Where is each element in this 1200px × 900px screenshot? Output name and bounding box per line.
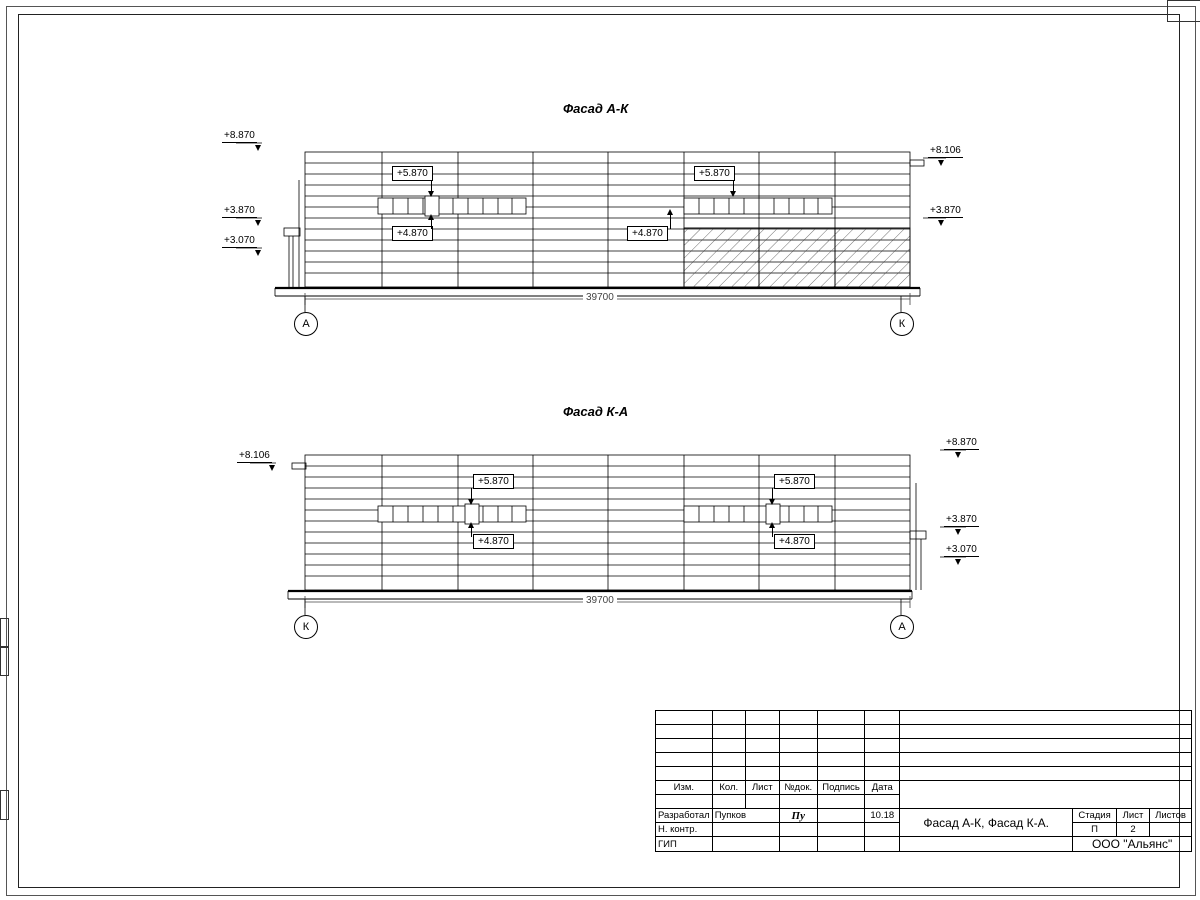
elevation-2-title: Фасад К-А: [563, 404, 629, 419]
title-block-header-row: [656, 781, 1192, 795]
name-razrabotal: Пупков: [712, 809, 779, 823]
company-name: ООО "Альянс": [1073, 837, 1192, 852]
mark-arrow-e1-c: [730, 191, 736, 197]
mark-arrow-e1-b: [428, 214, 434, 220]
mark-arrow-e2-a: [468, 499, 474, 505]
th-stadia: Стадия: [1073, 809, 1117, 823]
axis-bubble-e2-right: А: [890, 615, 914, 639]
axis-bubble-e2-left: К: [294, 615, 318, 639]
th-podpis: Подпись: [817, 781, 864, 795]
title-block-empty-row: [656, 711, 1192, 725]
title-block-empty-row: [656, 739, 1192, 753]
level-arrow-e2-right-3: [955, 559, 961, 565]
mark-e1-c: +5.870: [694, 166, 735, 181]
th-ndok: №док.: [779, 781, 817, 795]
th-kol: Кол.: [712, 781, 745, 795]
overall-dim-e1: 39700: [583, 292, 617, 303]
level-mark-e1-left-3: +3.070: [224, 235, 255, 246]
th-list-sheet: Лист: [1116, 809, 1149, 823]
role-razrabotal: Разработал: [656, 809, 713, 823]
mark-leader-e1-b: [431, 219, 432, 229]
mark-e2-d: +4.870: [774, 534, 815, 549]
mark-arrow-e2-d: [769, 522, 775, 528]
title-block-empty-row: [656, 753, 1192, 767]
mark-arrow-e1-a: [428, 191, 434, 197]
elevation-1-title: Фасад А-К: [563, 101, 629, 116]
level-mark-e2-left-1: +8.106: [239, 450, 270, 461]
sheets-total-value: [1150, 823, 1192, 837]
level-arrow-e2-right-2: [955, 529, 961, 535]
level-arrow-e2-right-1: [955, 452, 961, 458]
mark-leader-e2-d: [772, 527, 773, 537]
level-arrow-e2-left-1: [269, 465, 275, 471]
axis-bubble-e1-left: А: [294, 312, 318, 336]
mark-arrow-e2-c: [769, 499, 775, 505]
date-razrabotal: 10.18: [865, 809, 900, 823]
th-list: Лист: [745, 781, 779, 795]
mark-e2-b: +4.870: [473, 534, 514, 549]
th-izm: Изм.: [656, 781, 713, 795]
level-mark-e2-right-2: +3.870: [946, 514, 977, 525]
drawing-name: Фасад А-К, Фасад К-А.: [900, 809, 1073, 837]
role-nkontr: Н. контр.: [656, 823, 713, 837]
level-mark-e1-left-2: +3.870: [224, 205, 255, 216]
level-arrow-e1-left-3: [255, 250, 261, 256]
title-block: [655, 710, 1192, 852]
level-arrow-e1-right-2: [938, 220, 944, 226]
sheet-value: 2: [1116, 823, 1149, 837]
title-block-empty-row: [656, 767, 1192, 781]
overall-dim-e2: 39700: [583, 595, 617, 606]
axis-bubble-e1-right: К: [890, 312, 914, 336]
level-mark-e1-left-1: +8.870: [224, 130, 255, 141]
level-mark-e2-right-3: +3.070: [946, 544, 977, 555]
mark-e1-a: +5.870: [392, 166, 433, 181]
level-arrow-e1-right-1: [938, 160, 944, 166]
mark-arrow-e2-b: [468, 522, 474, 528]
level-arrow-e1-left-2: [255, 220, 261, 226]
mark-leader-e2-b: [471, 527, 472, 537]
th-listov: Листов: [1150, 809, 1192, 823]
stage-value: П: [1073, 823, 1117, 837]
signature-razrabotal: Пу: [779, 809, 817, 823]
mark-e1-d: +4.870: [627, 226, 668, 241]
mark-e2-a: +5.870: [473, 474, 514, 489]
title-block-row-razrabotal: [656, 809, 1192, 823]
mark-arrow-e1-d: [667, 209, 673, 215]
th-data: Дата: [865, 781, 900, 795]
title-block-empty-row: [656, 725, 1192, 739]
role-gip: ГИП: [656, 837, 713, 852]
level-arrow-e1-left-1: [255, 145, 261, 151]
level-mark-e1-right-2: +3.870: [930, 205, 961, 216]
level-mark-e1-right-1: +8.106: [930, 145, 961, 156]
mark-e2-c: +5.870: [774, 474, 815, 489]
mark-leader-e1-d: [670, 215, 671, 229]
level-mark-e2-right-1: +8.870: [946, 437, 977, 448]
mark-e1-b: +4.870: [392, 226, 433, 241]
